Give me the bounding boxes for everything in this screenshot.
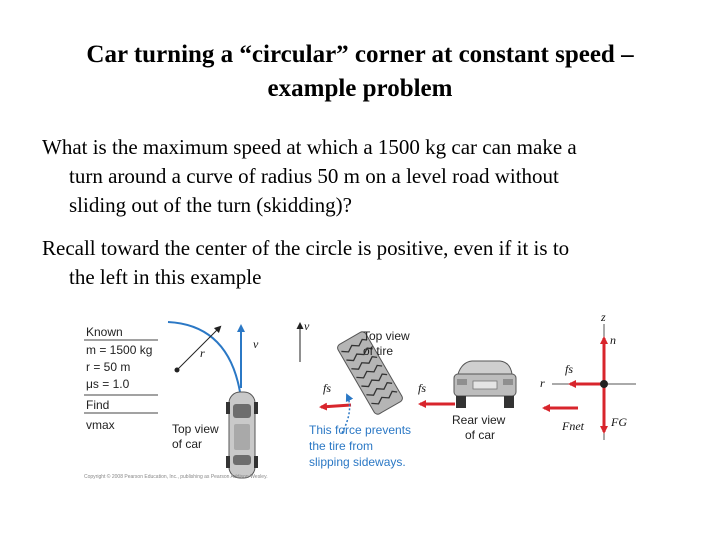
r-axis-label: r: [540, 376, 545, 390]
net-force-label: Fnet: [562, 419, 584, 433]
known-mu: μs = 1.0: [86, 377, 130, 391]
tire-top-view-label-2: of tire: [363, 344, 394, 358]
z-axis-label: z: [601, 310, 606, 324]
tire-top-view-label-1: Top view: [363, 329, 410, 343]
normal-force-label: n: [610, 333, 616, 347]
friction-force-label: fs: [565, 362, 574, 376]
rear-view-label-2: of car: [465, 428, 496, 442]
center-point: [175, 368, 180, 373]
question-line-2: turn around a curve of radius 50 m on a level road without: [69, 164, 559, 188]
figure-copyright: Copyright © 2008 Pearson Education, Inc., publishing as Pearson Addison-Wesley.: [84, 474, 268, 480]
question-line-3: sliding out of the turn (skidding)?: [69, 193, 352, 217]
car-rear-view: [418, 361, 516, 442]
car-friction-label: fs: [418, 381, 427, 395]
tire-velocity-label: v: [304, 319, 310, 333]
gravity-force-label: FG: [611, 415, 627, 429]
tire-caption-line-1: This force prevents: [309, 423, 412, 437]
radius-label: r: [200, 346, 205, 360]
note-line-2: the left in this example: [69, 265, 262, 289]
fbd-particle: [600, 380, 608, 388]
known-radius: r = 50 m: [86, 360, 131, 374]
car-top-view: [172, 392, 258, 478]
tire-friction-label: fs: [323, 381, 332, 395]
free-body-diagram: [540, 310, 636, 440]
tire-top-view: [300, 319, 411, 469]
radius-arrow: [177, 327, 220, 370]
car-top-view-label-1: Top view: [172, 422, 219, 436]
tire-caption-line-2: the tire from: [309, 439, 374, 453]
title-line-2: example problem: [267, 75, 453, 102]
question-line-1: What is the maximum speed at which a 1500 kg car can make a: [42, 135, 577, 159]
tire-friction-arrow: [321, 405, 351, 407]
rear-view-label-1: Rear view: [452, 413, 506, 427]
known-find-panel: [84, 325, 158, 432]
car-top-view-label-2: of car: [172, 437, 203, 451]
tire-caption-line-3: slipping sideways.: [309, 455, 406, 469]
velocity-label: v: [253, 337, 259, 351]
known-mass: m = 1500 kg: [86, 343, 153, 357]
known-header: Known: [86, 325, 123, 339]
find-vmax: vmax: [86, 418, 115, 432]
title-line-1: Car turning a “circular” corner at constant speed –: [86, 41, 634, 68]
curve-diagram: [168, 322, 259, 392]
note-line-1: Recall toward the center of the circle is positive, even if it is to: [42, 236, 570, 260]
find-header: Find: [86, 398, 110, 412]
